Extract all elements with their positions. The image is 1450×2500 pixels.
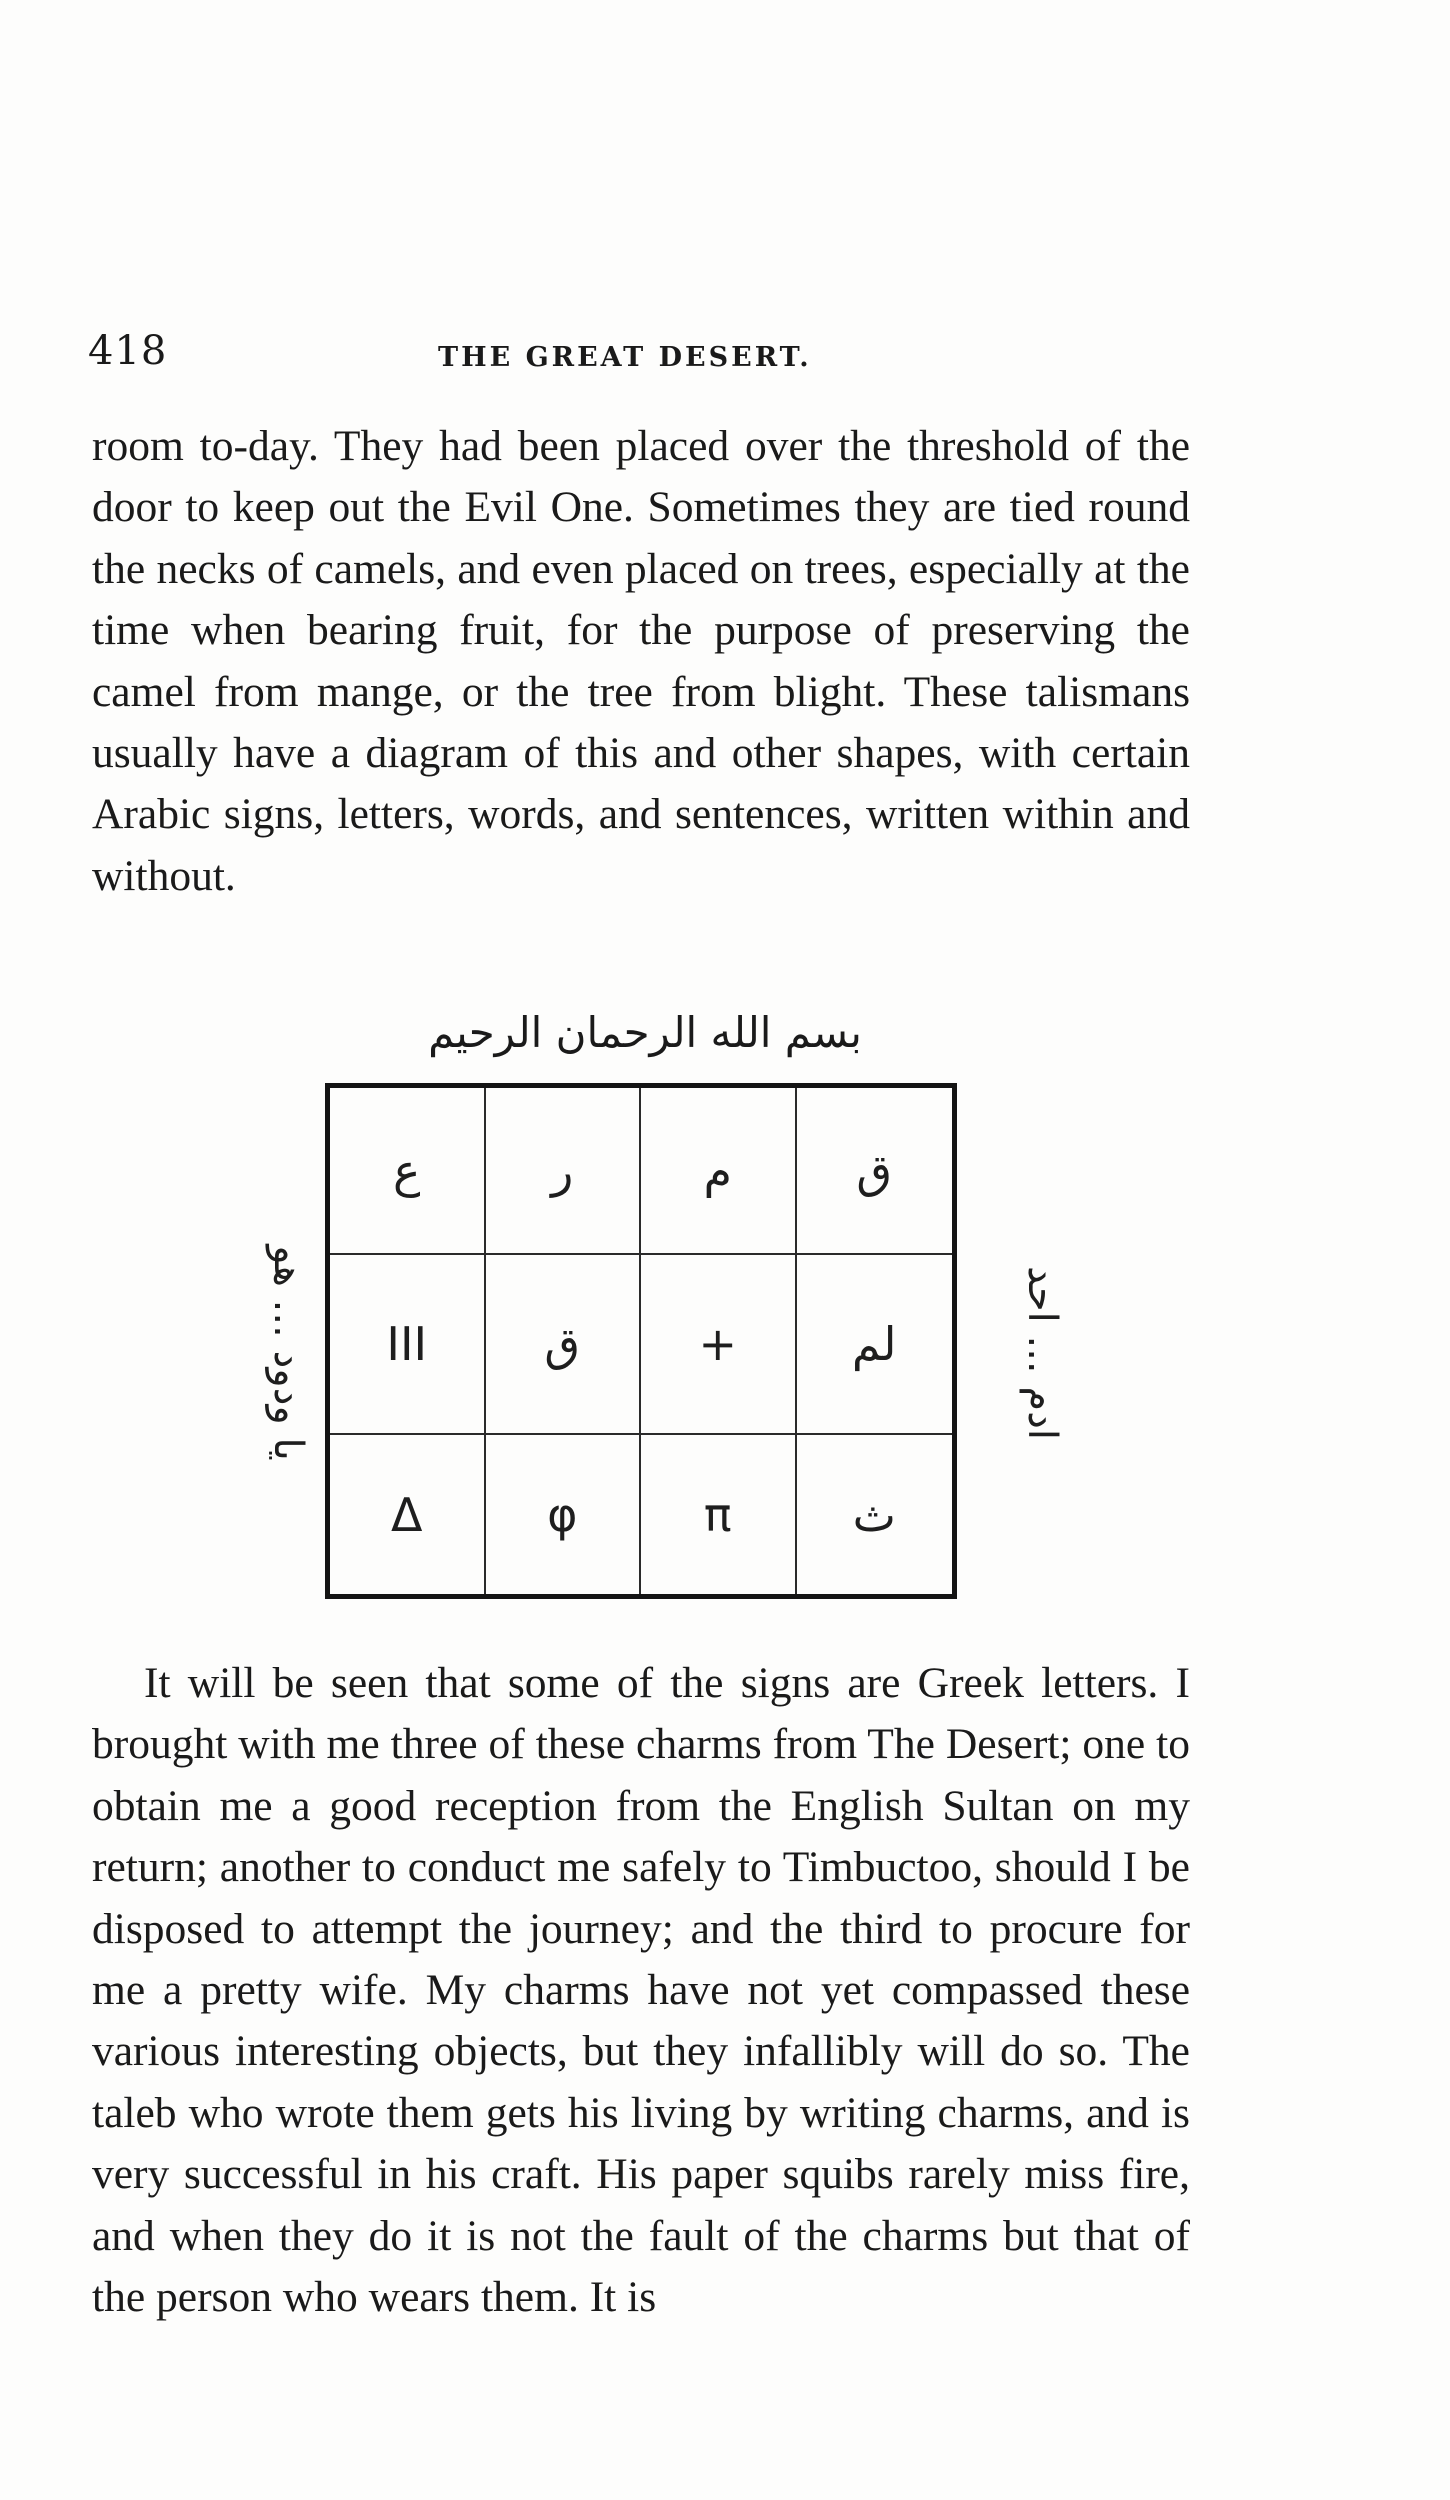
talisman-grid [325, 1083, 957, 1599]
grid-cell: م [641, 1088, 797, 1255]
body-paragraph: room to-day. They had been placed over the threshold of the door to keep out the Evil One. Sometimes they are tied round the necks of camels, and even placed on trees, especially at the time when bearing fruit, for the purpose of preserving the camel from mange, or the tree from blight. These talismans usually have a diagram of this and other shapes, with certain Arabic signs, letters, words, and sentences, written within and without. [92, 422, 1190, 900]
page-header [88, 328, 1198, 384]
grid-cell: ق [486, 1255, 642, 1435]
grid-cell: + [641, 1255, 797, 1435]
running-title: THE GREAT DESERT. [438, 342, 812, 373]
grid-cell: ق [797, 1088, 953, 1255]
grid-cell: ع [330, 1088, 486, 1255]
grid-cell: لم [797, 1255, 953, 1435]
grid-cell: π [641, 1435, 797, 1594]
grid-cell: Δ [330, 1435, 486, 1594]
page-number: 418 [88, 328, 168, 374]
body-paragraph: It will be seen that some of the signs are Greek letters. I brought with me three of these charms from The Desert; one to obtain me a good reception from the English Sultan on my return; another to conduct me safely to Timbuctoo, should I be disposed to attempt the journey; and the third to procure for me a pretty wife. My charms have not yet compassed these various interesting objects, but they infallibly will do so. The taleb who wrote them gets his living by writing charms, and is very successful in his craft. His paper squibs rarely miss fire, and when they do it is not the fault of the charms but that of the person who wears them. It is [92, 1659, 1190, 2322]
grid-cell: ر [486, 1088, 642, 1255]
grid-cell: III [330, 1255, 486, 1435]
grid-cell: φ [486, 1435, 642, 1594]
grid-cell: ث [852, 1487, 896, 1542]
invocation-text: بسم الله الرحمان الرحيم [428, 1008, 862, 1057]
right-margin-text: ادم ... احد [1019, 1265, 1066, 1441]
left-margin-text: يا ودود ... هو [264, 1245, 311, 1461]
